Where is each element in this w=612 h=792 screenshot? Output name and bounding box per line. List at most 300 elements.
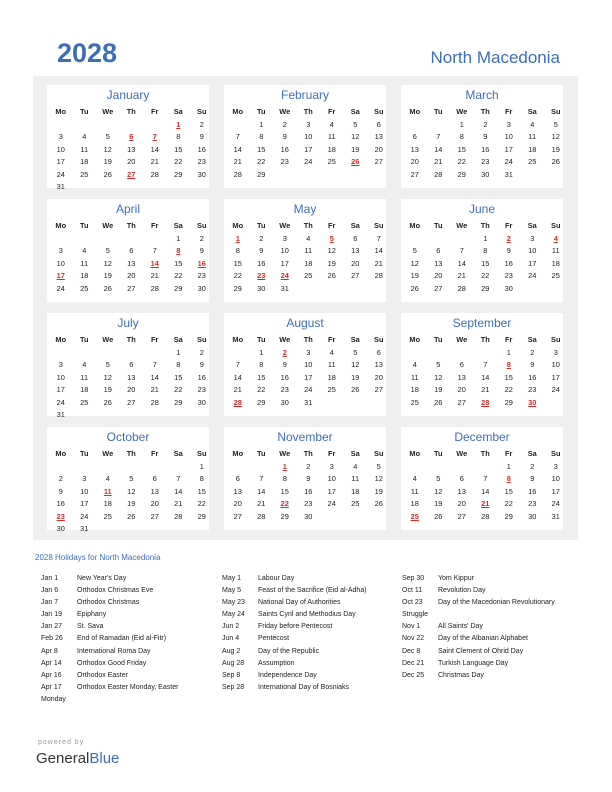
weekday-header: Sa bbox=[527, 335, 537, 344]
day-cell: 5 bbox=[129, 474, 134, 483]
day-cell: 23 bbox=[197, 271, 206, 280]
day-cell: 19 bbox=[103, 271, 112, 280]
holiday-day: 2 bbox=[282, 347, 287, 357]
holiday-date: Feb 26 bbox=[41, 635, 63, 643]
holiday-name: Orthodox Easter bbox=[77, 671, 128, 679]
day-cell: 22 bbox=[257, 157, 266, 166]
day-cell: 21 bbox=[233, 157, 242, 166]
holiday-item bbox=[222, 682, 402, 694]
day-cell: 27 bbox=[127, 283, 136, 293]
day-cell: 25 bbox=[327, 385, 336, 394]
weekday-header: Mo bbox=[409, 107, 421, 116]
holiday-item bbox=[402, 609, 582, 621]
day-cell: 20 bbox=[374, 144, 383, 154]
day-cell: 28 bbox=[457, 283, 466, 293]
holiday-item bbox=[222, 646, 402, 658]
holiday-name: International Day of Bosniaks bbox=[258, 683, 350, 691]
day-cell: 19 bbox=[434, 385, 443, 394]
day-cell: 6 bbox=[376, 347, 381, 357]
day-cell: 1 bbox=[506, 347, 511, 357]
day-cell: 9 bbox=[483, 132, 488, 141]
day-cell: 23 bbox=[280, 385, 289, 394]
holiday-date: Jan 27 bbox=[41, 623, 63, 631]
day-cell: 20 bbox=[127, 157, 136, 166]
day-cell: 18 bbox=[551, 258, 560, 268]
holiday-item bbox=[402, 597, 582, 609]
day-cell: 26 bbox=[103, 397, 112, 407]
weekday-header: Fr bbox=[505, 449, 513, 458]
day-cell: 30 bbox=[197, 397, 206, 407]
holiday-day: 1 bbox=[235, 233, 240, 243]
day-cell: 2 bbox=[259, 233, 264, 243]
holiday-day: 23 bbox=[56, 511, 65, 521]
month-title: July bbox=[117, 316, 139, 330]
day-cell: 15 bbox=[481, 258, 490, 268]
day-cell: 30 bbox=[304, 511, 313, 521]
day-cell: 30 bbox=[528, 511, 537, 521]
empty-cell bbox=[403, 233, 427, 246]
day-cell: 12 bbox=[434, 486, 443, 496]
day-cell: 8 bbox=[259, 360, 264, 369]
holiday-item bbox=[41, 646, 221, 658]
empty-cell bbox=[450, 461, 474, 474]
day-cell: 2 bbox=[282, 119, 287, 129]
empty-cell bbox=[474, 461, 498, 474]
day-cell: 23 bbox=[304, 499, 313, 508]
empty-cell bbox=[120, 233, 144, 246]
day-cell: 29 bbox=[481, 283, 490, 293]
day-cell: 27 bbox=[374, 385, 383, 394]
month-grid bbox=[226, 334, 386, 409]
holiday-date: Jan 6 bbox=[41, 587, 59, 595]
day-cell: 4 bbox=[82, 246, 87, 255]
weekday-header: Fr bbox=[151, 335, 159, 344]
holiday-item bbox=[41, 597, 221, 609]
day-cell: 12 bbox=[351, 132, 360, 141]
day-cell: 7 bbox=[235, 132, 240, 141]
month-march bbox=[401, 85, 563, 188]
day-cell: 27 bbox=[374, 157, 383, 166]
day-cell: 2 bbox=[483, 119, 488, 129]
weekday-header: Mo bbox=[409, 449, 421, 458]
holiday-date: Sep 8 bbox=[222, 671, 241, 679]
day-cell: 28 bbox=[150, 397, 159, 407]
weekday-header: Tu bbox=[80, 449, 89, 458]
weekday-header: Mo bbox=[55, 221, 67, 230]
month-september bbox=[401, 313, 563, 416]
empty-cell bbox=[73, 233, 97, 246]
day-cell: 24 bbox=[327, 499, 336, 508]
holiday-item bbox=[41, 658, 221, 670]
weekday-header: Th bbox=[303, 449, 313, 458]
day-cell: 8 bbox=[483, 246, 488, 255]
holiday-name: Revolution Day bbox=[438, 587, 486, 595]
day-cell: 23 bbox=[528, 499, 537, 508]
holiday-item bbox=[41, 670, 221, 682]
day-cell: 9 bbox=[199, 132, 204, 141]
day-cell: 2 bbox=[306, 461, 311, 471]
weekday-header: Su bbox=[551, 449, 561, 458]
holiday-day: 1 bbox=[176, 119, 181, 129]
weekday-header: Mo bbox=[409, 335, 421, 344]
day-cell: 26 bbox=[103, 283, 112, 293]
day-cell: 7 bbox=[483, 360, 488, 369]
day-cell: 11 bbox=[304, 246, 313, 255]
day-cell: 4 bbox=[412, 474, 417, 483]
holiday-item bbox=[402, 670, 582, 682]
day-cell: 12 bbox=[434, 372, 443, 382]
day-cell: 6 bbox=[436, 246, 441, 255]
holiday-item bbox=[222, 658, 402, 670]
weekday-header: We bbox=[102, 107, 114, 116]
day-cell: 21 bbox=[150, 271, 159, 280]
day-cell: 19 bbox=[327, 258, 336, 268]
day-cell: 9 bbox=[530, 474, 535, 483]
day-cell: 17 bbox=[504, 144, 513, 154]
day-cell: 13 bbox=[457, 486, 466, 496]
weekday-header: Mo bbox=[232, 335, 244, 344]
day-cell: 21 bbox=[233, 385, 242, 394]
day-cell: 9 bbox=[306, 474, 311, 483]
holiday-date: Jun 2 bbox=[222, 623, 240, 631]
day-cell: 19 bbox=[434, 499, 443, 508]
day-cell: 21 bbox=[481, 385, 490, 394]
day-cell: 7 bbox=[152, 360, 157, 369]
weekday-header: Su bbox=[197, 221, 207, 230]
day-cell: 15 bbox=[257, 144, 266, 154]
weekday-header: Sa bbox=[173, 335, 183, 344]
day-cell: 18 bbox=[304, 258, 313, 268]
holiday-name: St. Sava bbox=[77, 623, 104, 631]
holiday-item bbox=[222, 621, 402, 633]
holiday-name: Day of the Albanian Alphabet bbox=[438, 635, 528, 643]
day-cell: 8 bbox=[282, 474, 287, 483]
day-cell: 17 bbox=[528, 258, 537, 268]
weekday-header: Su bbox=[551, 107, 561, 116]
holiday-day: 8 bbox=[506, 360, 511, 369]
day-cell: 21 bbox=[434, 157, 443, 166]
month-title: November bbox=[277, 430, 333, 444]
day-cell: 16 bbox=[280, 144, 289, 154]
holiday-day: 22 bbox=[280, 499, 289, 508]
weekday-header: Su bbox=[374, 335, 384, 344]
weekday-header: Tu bbox=[434, 449, 443, 458]
day-cell: 19 bbox=[551, 144, 560, 154]
day-cell: 22 bbox=[233, 271, 242, 280]
holiday-day: 23 bbox=[257, 271, 266, 280]
holiday-date: Aug 28 bbox=[222, 659, 245, 667]
empty-cell bbox=[474, 347, 498, 360]
day-cell: 18 bbox=[80, 385, 89, 394]
weekday-header: Sa bbox=[527, 221, 537, 230]
day-cell: 12 bbox=[410, 258, 419, 268]
weekday-header: Th bbox=[126, 221, 136, 230]
day-cell: 4 bbox=[530, 119, 535, 129]
day-cell: 7 bbox=[459, 246, 464, 255]
day-cell: 29 bbox=[174, 283, 183, 293]
day-cell: 26 bbox=[374, 499, 383, 508]
day-cell: 1 bbox=[483, 233, 488, 243]
day-cell: 6 bbox=[353, 233, 358, 243]
day-cell: 5 bbox=[105, 246, 110, 255]
day-cell: 2 bbox=[199, 119, 204, 129]
day-cell: 7 bbox=[436, 132, 441, 141]
day-cell: 3 bbox=[82, 474, 87, 483]
month-grid bbox=[49, 334, 209, 422]
weekday-header: Fr bbox=[328, 335, 336, 344]
day-cell: 16 bbox=[504, 258, 513, 268]
day-cell: 30 bbox=[197, 283, 206, 293]
empty-cell bbox=[49, 461, 73, 474]
month-title: October bbox=[106, 430, 150, 444]
holiday-day: 30 bbox=[528, 397, 537, 407]
day-cell: 31 bbox=[504, 169, 513, 179]
holiday-date: Jan 1 bbox=[41, 575, 59, 582]
day-cell: 24 bbox=[56, 169, 65, 179]
weekday-header: Fr bbox=[151, 107, 159, 116]
day-cell: 30 bbox=[257, 283, 266, 293]
day-cell: 1 bbox=[259, 119, 264, 129]
holiday-date: May 1 bbox=[222, 575, 242, 582]
weekday-header: Sa bbox=[173, 107, 183, 116]
day-cell: 13 bbox=[127, 372, 136, 382]
holiday-item bbox=[222, 670, 402, 682]
day-cell: 1 bbox=[259, 347, 264, 357]
day-cell: 31 bbox=[304, 397, 313, 407]
day-cell: 21 bbox=[257, 499, 266, 508]
day-cell: 3 bbox=[306, 119, 311, 129]
day-cell: 27 bbox=[233, 511, 242, 521]
day-cell: 6 bbox=[152, 474, 157, 483]
month-grid bbox=[403, 448, 563, 523]
day-cell: 27 bbox=[410, 169, 419, 179]
weekday-header: Th bbox=[126, 107, 136, 116]
holiday-name bbox=[492, 609, 582, 621]
holiday-day: 6 bbox=[129, 132, 134, 141]
day-cell: 10 bbox=[327, 474, 336, 483]
day-cell: 24 bbox=[304, 385, 313, 394]
holiday-day: 1 bbox=[282, 461, 287, 471]
day-cell: 7 bbox=[259, 474, 264, 483]
day-cell: 17 bbox=[56, 385, 65, 394]
holiday-item bbox=[222, 609, 402, 621]
day-cell: 10 bbox=[551, 474, 560, 483]
day-cell: 4 bbox=[306, 233, 311, 243]
day-cell: 12 bbox=[103, 372, 112, 382]
day-cell: 3 bbox=[306, 347, 311, 357]
weekday-header: Fr bbox=[505, 221, 513, 230]
holiday-column bbox=[41, 573, 221, 706]
empty-cell bbox=[427, 119, 451, 132]
holiday-date: Apr 14 bbox=[41, 659, 62, 667]
holiday-name: Epiphany bbox=[77, 611, 107, 619]
day-cell: 20 bbox=[127, 271, 136, 280]
day-cell: 2 bbox=[530, 347, 535, 357]
day-cell: 16 bbox=[304, 486, 313, 496]
weekday-header: We bbox=[456, 449, 468, 458]
holiday-name: Assumption bbox=[258, 659, 295, 667]
day-cell: 15 bbox=[504, 486, 513, 496]
day-cell: 28 bbox=[233, 169, 242, 179]
day-cell: 8 bbox=[235, 246, 240, 255]
holiday-date: Apr 8 bbox=[41, 647, 58, 655]
weekday-header: Mo bbox=[232, 221, 244, 230]
weekday-header: Su bbox=[374, 449, 384, 458]
holiday-item bbox=[402, 646, 582, 658]
holiday-name: Turkish Language Day bbox=[438, 659, 509, 667]
day-cell: 21 bbox=[457, 271, 466, 280]
holiday-item bbox=[222, 633, 402, 645]
weekday-header: Fr bbox=[328, 107, 336, 116]
day-cell: 12 bbox=[127, 486, 136, 496]
holiday-item bbox=[41, 573, 221, 585]
day-cell: 14 bbox=[257, 486, 266, 496]
brand-blue: Blue bbox=[89, 750, 120, 767]
holiday-name: Pentecost bbox=[258, 635, 290, 643]
holiday-column bbox=[222, 573, 402, 694]
day-cell: 26 bbox=[127, 511, 136, 521]
month-grid bbox=[403, 106, 563, 181]
holiday-name: Orthodox Christmas bbox=[77, 599, 140, 607]
day-cell: 18 bbox=[410, 499, 419, 508]
empty-cell bbox=[226, 461, 250, 474]
day-cell: 24 bbox=[56, 397, 65, 407]
day-cell: 3 bbox=[58, 246, 63, 255]
day-cell: 13 bbox=[351, 246, 360, 255]
day-cell: 17 bbox=[304, 372, 313, 382]
month-title: March bbox=[465, 88, 499, 102]
empty-cell bbox=[120, 119, 144, 132]
weekday-header: Sa bbox=[527, 449, 537, 458]
holiday-date: Jan 19 bbox=[41, 611, 63, 619]
day-cell: 10 bbox=[304, 360, 313, 369]
day-cell: 2 bbox=[58, 474, 63, 483]
day-cell: 10 bbox=[304, 132, 313, 141]
day-cell: 23 bbox=[528, 385, 537, 394]
day-cell: 17 bbox=[551, 486, 560, 496]
day-cell: 25 bbox=[304, 271, 313, 280]
day-cell: 13 bbox=[127, 144, 136, 154]
day-cell: 11 bbox=[80, 372, 89, 382]
day-cell: 4 bbox=[329, 119, 334, 129]
day-cell: 7 bbox=[152, 246, 157, 255]
day-cell: 24 bbox=[551, 499, 560, 508]
day-cell: 3 bbox=[506, 119, 511, 129]
day-cell: 21 bbox=[150, 157, 159, 166]
day-cell: 17 bbox=[551, 372, 560, 382]
weekday-header: Su bbox=[374, 221, 384, 230]
day-cell: 11 bbox=[551, 246, 560, 255]
month-grid bbox=[403, 334, 563, 409]
day-cell: 16 bbox=[197, 144, 206, 154]
day-cell: 14 bbox=[481, 372, 490, 382]
day-cell: 16 bbox=[481, 144, 490, 154]
day-cell: 16 bbox=[528, 372, 537, 382]
day-cell: 28 bbox=[257, 511, 266, 521]
holiday-date: Oct 11 bbox=[402, 587, 423, 595]
weekday-header: We bbox=[279, 107, 291, 116]
day-cell: 19 bbox=[103, 385, 112, 394]
day-cell: 22 bbox=[174, 385, 183, 394]
day-cell: 19 bbox=[374, 486, 383, 496]
day-cell: 1 bbox=[176, 347, 181, 357]
holiday-day: 4 bbox=[553, 233, 558, 243]
weekday-header: We bbox=[279, 335, 291, 344]
day-cell: 10 bbox=[280, 246, 289, 255]
weekday-header: Th bbox=[303, 107, 313, 116]
holiday-name: Day of the Republic bbox=[258, 647, 320, 655]
holiday-date: Monday bbox=[41, 695, 66, 703]
day-cell: 20 bbox=[374, 372, 383, 382]
day-cell: 28 bbox=[174, 511, 183, 521]
day-cell: 12 bbox=[351, 360, 360, 369]
day-cell: 18 bbox=[327, 144, 336, 154]
day-cell: 5 bbox=[376, 461, 381, 471]
day-cell: 9 bbox=[259, 246, 264, 255]
day-cell: 17 bbox=[327, 486, 336, 496]
day-cell: 12 bbox=[327, 246, 336, 255]
day-cell: 26 bbox=[410, 283, 419, 293]
holiday-item bbox=[41, 694, 221, 706]
holiday-name: Orthodox Christmas Eve bbox=[77, 587, 154, 595]
holiday-name: Saints Cyril and Methodius Day bbox=[258, 611, 356, 619]
holiday-date: Oct 23 bbox=[402, 599, 423, 607]
holiday-item bbox=[402, 658, 582, 670]
day-cell: 26 bbox=[551, 157, 560, 166]
empty-cell bbox=[96, 347, 120, 360]
day-cell: 29 bbox=[174, 169, 183, 179]
day-cell: 6 bbox=[376, 119, 381, 129]
weekday-header: Mo bbox=[232, 449, 244, 458]
month-may bbox=[224, 199, 386, 302]
weekday-header: Tu bbox=[434, 107, 443, 116]
day-cell: 24 bbox=[551, 385, 560, 394]
day-cell: 10 bbox=[56, 372, 65, 382]
holiday-item bbox=[41, 609, 221, 621]
day-cell: 14 bbox=[174, 486, 183, 496]
day-cell: 25 bbox=[327, 157, 336, 166]
holiday-name: Independence Day bbox=[258, 671, 317, 679]
day-cell: 4 bbox=[82, 132, 87, 141]
weekday-header: We bbox=[102, 335, 114, 344]
empty-cell bbox=[49, 119, 73, 132]
day-cell: 8 bbox=[259, 132, 264, 141]
day-cell: 15 bbox=[280, 486, 289, 496]
day-cell: 20 bbox=[127, 385, 136, 394]
weekday-header: Tu bbox=[80, 221, 89, 230]
day-cell: 30 bbox=[504, 283, 513, 293]
day-cell: 3 bbox=[329, 461, 334, 471]
day-cell: 30 bbox=[280, 397, 289, 407]
day-cell: 11 bbox=[528, 132, 537, 141]
day-cell: 13 bbox=[127, 258, 136, 268]
day-cell: 23 bbox=[504, 271, 513, 280]
holiday-day: 28 bbox=[481, 397, 490, 407]
holiday-name: Christmas Day bbox=[438, 671, 484, 679]
holiday-day: 26 bbox=[351, 157, 360, 166]
weekday-header: Fr bbox=[505, 335, 513, 344]
day-cell: 23 bbox=[280, 157, 289, 166]
day-cell: 11 bbox=[351, 474, 360, 483]
holiday-date: Nov 1 bbox=[402, 623, 421, 631]
day-cell: 25 bbox=[410, 397, 419, 407]
day-cell: 24 bbox=[304, 157, 313, 166]
day-cell: 22 bbox=[174, 271, 183, 280]
day-cell: 23 bbox=[481, 157, 490, 166]
day-cell: 20 bbox=[457, 499, 466, 508]
day-cell: 17 bbox=[304, 144, 313, 154]
day-cell: 3 bbox=[553, 347, 558, 357]
